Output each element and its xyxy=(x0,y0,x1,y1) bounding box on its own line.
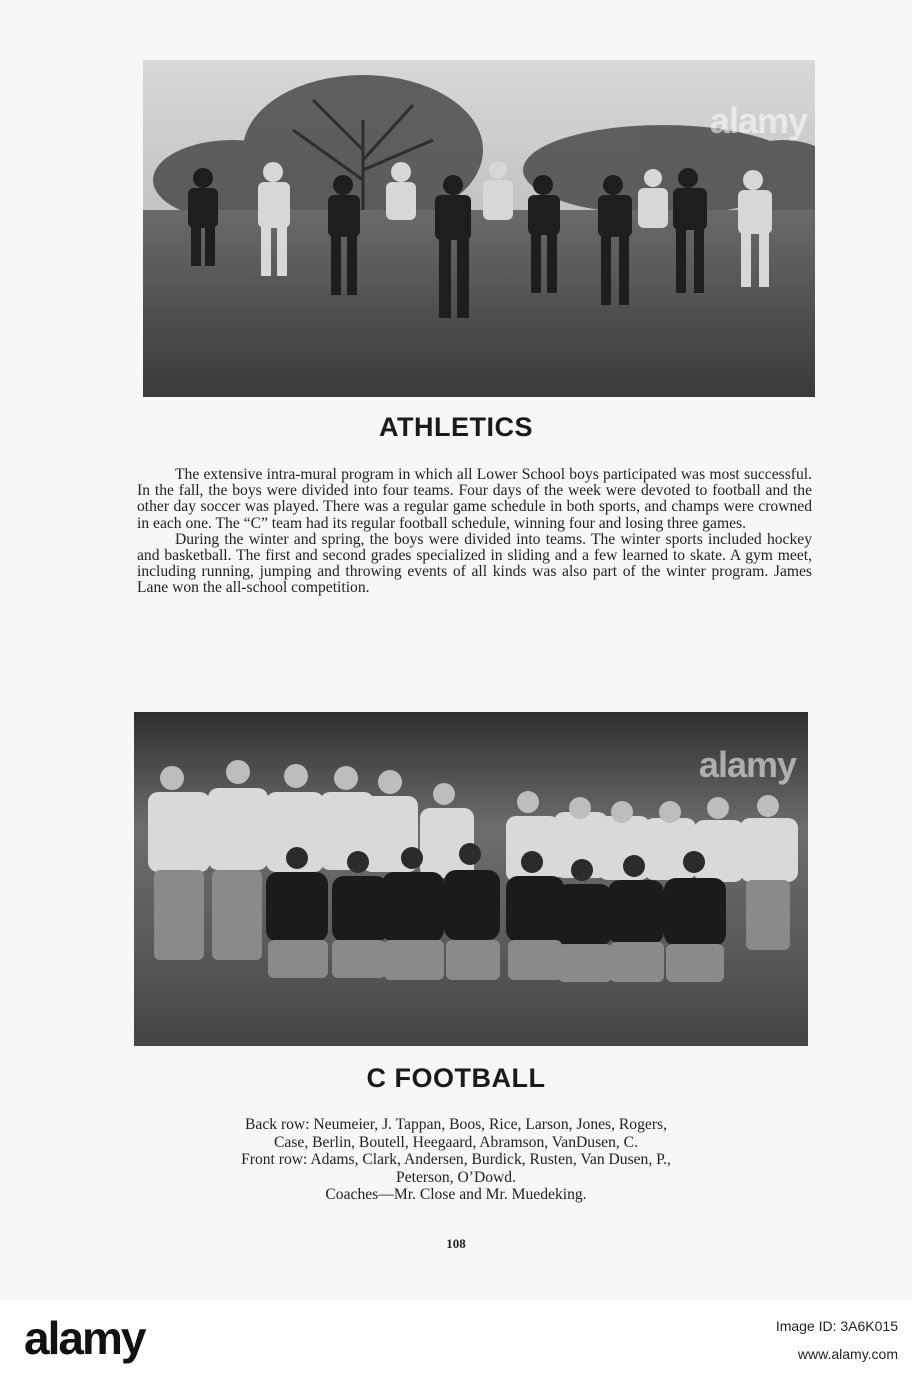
photo-watermark: alamy xyxy=(709,100,807,141)
section-heading-athletics: ATHLETICS xyxy=(379,412,533,442)
paragraph-1: The extensive intra-mural program in which all Lower School boys participated was most successful. In the fall, the boys were divided into four teams. Four days of the week were devoted to football and the other day soccer was played. There was a regular game schedule in both sports, and champs were crowned in each one. The “C” team had its regular football schedule, winning four and losing three games. xyxy=(137,466,812,532)
paragraph-2: During the winter and spring, the boys were divided into teams. The winter sports included hockey and basketball. The first and second grades specialized in sliding and a few learned to skate. A gym meet, including running, jumping and throwing events of all kinds was also part of the winter program. James Lane won the all-school competition. xyxy=(137,530,812,597)
athletics-body-text xyxy=(137,467,812,597)
caption-line: Back row: Neumeier, J. Tappan, Boos, Rice, Larson, Jones, Rogers, xyxy=(245,1116,667,1133)
caption-line: Coaches—Mr. Close and Mr. Muedeking. xyxy=(325,1186,587,1204)
photo-watermark-2: alamy xyxy=(698,744,796,785)
section-heading-c-football: C FOOTBALL xyxy=(366,1063,546,1093)
caption-line: Front row: Adams, Clark, Andersen, Burdick, Rusten, Van Dusen, P., xyxy=(241,1151,671,1169)
alamy-logo xyxy=(22,1312,202,1366)
alamy-logo-mark xyxy=(22,1312,202,1366)
page-number: 108 xyxy=(446,1236,466,1251)
team-roster-caption xyxy=(0,1116,912,1204)
stock-site-url: www.alamy.com xyxy=(797,1346,898,1362)
team-photo xyxy=(134,712,808,1046)
caption-line: Peterson, O’Dowd. xyxy=(396,1168,516,1186)
football-practice-photo xyxy=(143,60,815,397)
image-id-label: Image ID: 3A6K015 xyxy=(775,1318,898,1334)
logo-text: alamy xyxy=(24,1312,145,1364)
caption-line: Case, Berlin, Boutell, Heegaard, Abramson, VanDusen, C. xyxy=(274,1133,638,1151)
